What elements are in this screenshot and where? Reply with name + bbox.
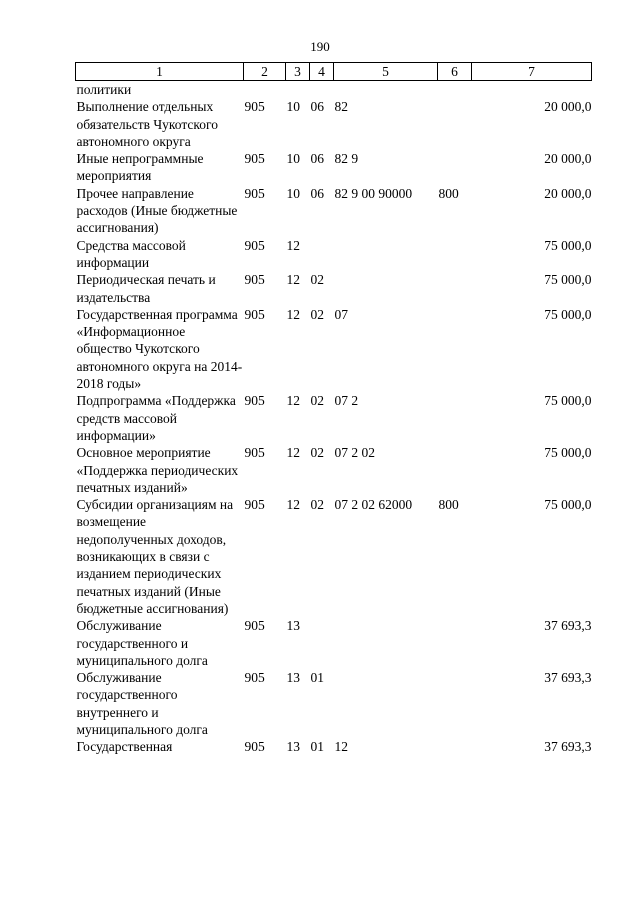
row-amount: 75 000,0	[544, 445, 592, 461]
row-target-code: 82	[334, 99, 348, 115]
row-expense-type	[438, 444, 472, 496]
row-expense-type: 800	[438, 497, 459, 513]
row-subsection	[310, 617, 334, 669]
row-subsection: 02	[310, 272, 324, 288]
column-header-7: 7	[472, 63, 592, 81]
table-body	[76, 81, 592, 756]
row-amount: 75 000,0	[544, 497, 592, 513]
row-section: 12	[286, 237, 300, 253]
row-name: Обслуживание государственного и муниципального долга	[76, 618, 208, 668]
row-section: 10	[286, 151, 300, 167]
row-subsection: 06	[310, 151, 324, 167]
row-subsection: 02	[310, 306, 324, 322]
column-header-2: 2	[244, 63, 286, 81]
row-admin-code: 905	[244, 497, 265, 513]
row-target-code	[334, 237, 438, 272]
table-row	[76, 306, 592, 392]
row-expense-type	[438, 98, 472, 150]
table-row	[76, 617, 592, 669]
row-admin-code: 905	[244, 306, 265, 322]
table-row	[76, 150, 592, 185]
table-row	[76, 738, 592, 755]
row-amount: 75 000,0	[544, 272, 592, 288]
row-section: 13	[286, 739, 300, 755]
row-section: 13	[286, 670, 300, 686]
table-row	[76, 98, 592, 150]
row-section: 12	[286, 306, 300, 322]
row-name: Прочее направление расходов (Иные бюджетные ассигнования)	[76, 185, 238, 236]
budget-table	[75, 62, 592, 756]
row-target-code	[334, 669, 438, 738]
row-name: Средства массовой информации	[76, 237, 186, 270]
row-admin-code: 905	[244, 670, 265, 686]
row-subsection: 01	[310, 739, 324, 755]
row-subsection: 06	[310, 99, 324, 115]
row-section: 12	[286, 272, 300, 288]
row-expense-type	[438, 617, 472, 669]
row-expense-type	[438, 271, 472, 306]
row-expense-type	[438, 150, 472, 185]
row-amount: 75 000,0	[544, 306, 592, 322]
row-section: 10	[286, 185, 300, 201]
table-row	[76, 271, 592, 306]
row-name: Периодическая печать и издательства	[76, 272, 216, 305]
row-expense-type	[438, 81, 472, 99]
row-name: Иные непрограммные мероприятия	[76, 151, 204, 184]
row-admin-code: 905	[244, 445, 265, 461]
row-amount: 75 000,0	[544, 393, 592, 409]
column-header-3: 3	[286, 63, 310, 81]
row-target-code: 82 9	[334, 151, 359, 167]
row-amount: 20 000,0	[544, 99, 592, 115]
table-row	[76, 496, 592, 617]
row-admin-code: 905	[244, 151, 265, 167]
row-section	[286, 81, 310, 99]
row-admin-code: 905	[244, 618, 265, 634]
row-admin-code: 905	[244, 272, 265, 288]
table-header	[76, 63, 592, 81]
row-section: 12	[286, 393, 300, 409]
row-target-code: 07 2 02 62000	[334, 497, 413, 513]
column-header-4: 4	[310, 63, 334, 81]
row-subsection	[310, 81, 334, 99]
row-subsection: 06	[310, 185, 324, 201]
row-admin-code: 905	[244, 185, 265, 201]
row-section: 13	[286, 618, 300, 634]
row-subsection: 02	[310, 393, 324, 409]
row-admin-code: 905	[244, 739, 265, 755]
row-subsection	[310, 237, 334, 272]
header-row	[76, 63, 592, 81]
column-header-5: 5	[334, 63, 438, 81]
table-row	[76, 81, 592, 99]
row-section: 10	[286, 99, 300, 115]
row-admin-code: 905	[244, 393, 265, 409]
row-name: Основное мероприятие «Поддержка периодических печатных изданий»	[76, 445, 239, 495]
row-name: политики	[76, 82, 132, 97]
row-expense-type: 800	[438, 185, 459, 201]
row-expense-type	[438, 306, 472, 392]
table-row	[76, 669, 592, 738]
row-expense-type	[438, 738, 472, 755]
row-subsection: 02	[310, 497, 324, 513]
row-subsection: 02	[310, 445, 324, 461]
row-amount: 37 693,3	[544, 739, 592, 755]
row-target-code	[334, 81, 438, 99]
row-expense-type	[438, 669, 472, 738]
row-expense-type	[438, 392, 472, 444]
table-row	[76, 444, 592, 496]
row-name: Государственная	[76, 739, 173, 755]
row-amount: 75 000,0	[544, 237, 592, 253]
row-admin-code	[244, 81, 286, 99]
row-amount: 20 000,0	[544, 151, 592, 167]
row-name: Подпрограмма «Поддержка средств массовой информации»	[76, 393, 236, 443]
row-amount	[472, 81, 592, 99]
column-header-6: 6	[438, 63, 472, 81]
row-section: 12	[286, 497, 300, 513]
row-subsection: 01	[310, 670, 324, 686]
row-name: Государственная программа «Информационное общество Чукотского автономного округа на 2014-2018 годы»	[76, 306, 243, 392]
row-target-code: 07 2 02	[334, 445, 375, 461]
row-name: Выполнение отдельных обязательств Чукотского автономного округа	[76, 99, 218, 149]
column-header-1: 1	[76, 63, 244, 81]
row-name: Субсидии организациям на возмещение недополученных доходов, возникающих в связи с изданием периодических печатных изданий (Иные бюджетные ассигнования)	[76, 497, 234, 616]
row-amount: 37 693,3	[544, 618, 592, 634]
row-target-code: 07 2	[334, 393, 359, 409]
table-row	[76, 392, 592, 444]
row-expense-type	[438, 237, 472, 272]
row-target-code: 82 9 00 90000	[334, 185, 413, 201]
row-target-code: 07	[334, 306, 348, 322]
page-number: 190	[310, 39, 330, 54]
row-target-code: 12	[334, 739, 348, 755]
row-admin-code: 905	[244, 99, 265, 115]
row-target-code	[334, 271, 438, 306]
row-amount: 37 693,3	[544, 670, 592, 686]
row-admin-code: 905	[244, 237, 265, 253]
row-amount: 20 000,0	[544, 185, 592, 201]
row-section: 12	[286, 445, 300, 461]
table-row	[76, 185, 592, 237]
row-name: Обслуживание государственного внутреннего и муниципального долга	[76, 670, 208, 737]
table-row	[76, 237, 592, 272]
row-target-code	[334, 617, 438, 669]
